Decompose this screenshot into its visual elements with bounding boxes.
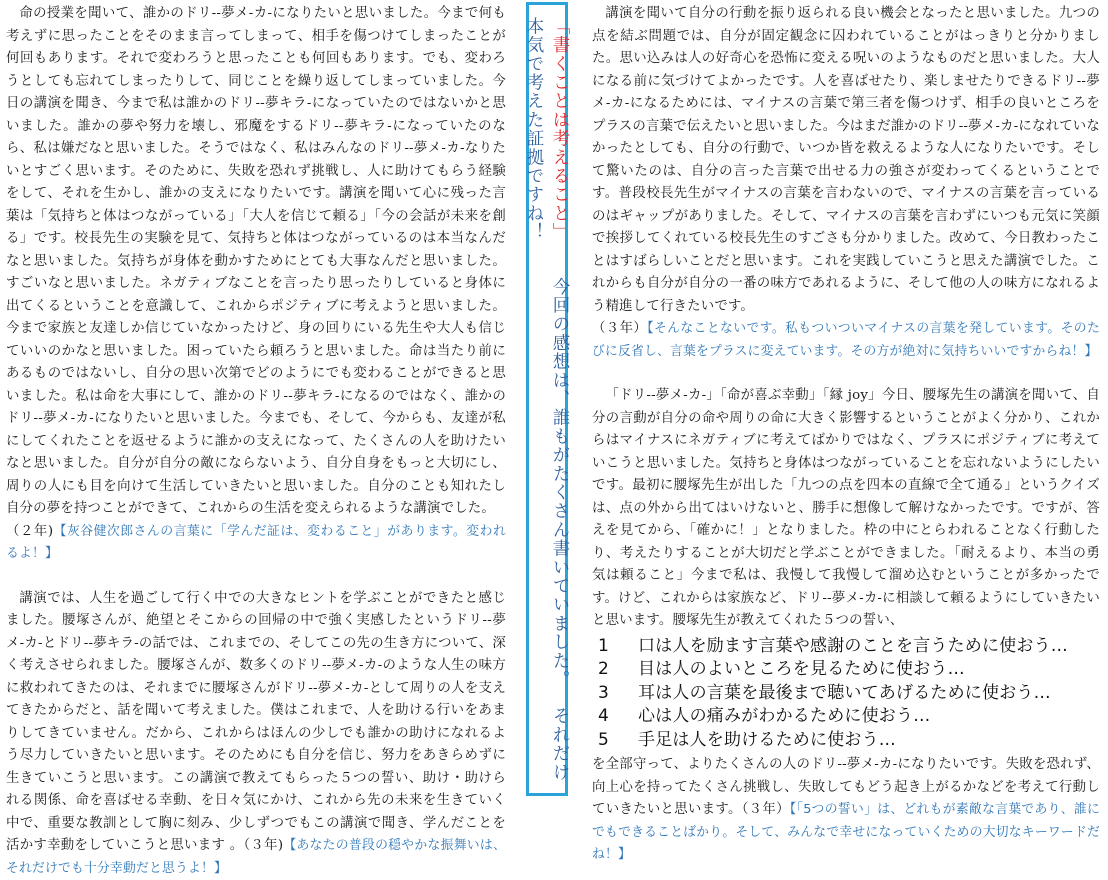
right-column <box>592 3 1100 867</box>
spacer <box>6 566 506 588</box>
essay-entry <box>6 588 506 880</box>
editorial-note-box <box>526 2 568 796</box>
teacher-comment: 【そんなことないです。私もついついマイナスの言葉を発しています。そのたびに反省し、言葉をプラスに変えています。その方が絶対に気持ちいいですからね！】 <box>592 321 1100 359</box>
spacer <box>592 363 1100 385</box>
essay-entry <box>592 3 1100 363</box>
essay-entry <box>592 385 1100 633</box>
editorial-note-vertical-text <box>521 5 573 793</box>
vow-item: 5 手足は人を助けるために使おう… <box>592 729 1100 753</box>
five-vows-list <box>592 635 1100 753</box>
essay-body: を全部守って、よりたくさんの人のドリ--夢メ-カ-になりたいです。失敗を恐れず、向上心を持ってたくさん挑戦し、失敗してもどう起き上がるかなどを考えて行動していきたいと思います。 <box>592 757 1100 817</box>
essay-body: 講演を聞いて自分の行動を振り返られる良い機会となったと思いました。九つの点を結ぶ問題では、自分が固定観念に囚われていることがはっきりと分かりました。思い込みは人の好奇心を恐怖に変える呪いのようなものだと思いました。大人になる前に気づけてよかったです。人を喜ばせたり、楽しませたりできるドリ--夢メ-カ-になるためには、マイナスの言葉で第三者を傷つけず、相手の良いところをプラスの言葉で伝えたいと思いました。今はまだ誰かのドリ--夢メ-カ-になれていなかったとしても、自分の行動で、いつか皆を救えるような人になりたいです。そして驚いたのは、自分の言った言葉で出せる力の強さが変わってくるということです。普段校長先生がマイナスの言葉を言わないので、マイナスの言葉を言っているのはギャップがありました。そして、マイナスの言葉を言わずにいつも元気に笑顔で挨拶してくれている校長先生のすごさも分かりました。改めて、今日教わったことはすばらしいことだと思います。これを実践していこうと思えた講演でした。これからも自分が自分の一番の味方であれるように、そして他の人の味方になれるよう精進して行きたいです。 <box>592 6 1100 314</box>
teacher-comment: 【あなたの普段の穏やかな振舞いは、それだけでも十分幸動だと思うよ！】 <box>6 838 506 876</box>
note-line-2: それだけ本気で考えた証拠ですね！ <box>524 17 570 782</box>
grade-label: （３年） <box>742 802 790 817</box>
grade-label: （３年) <box>243 838 283 853</box>
vow-item: 2 目は人のよいところを見るために使おう… <box>592 658 1100 682</box>
essay-entry <box>6 3 506 566</box>
essay-body: 命の授業を聞いて、誰かのドリ--夢メ-カ-になりたいと思いました。今まで何も考えずに思ったことをそのまま言ってしまって、相手を傷つけてしまったことが何回もあります。それで変わろうと思ったことも何回もあります。でも、変わろうとしても忘れてしまったりして、同じことを繰り返してしまっていました。今日の講演を聞き、今まで私は誰かのドリ--夢キラ-になっていたのではないかと思いました。誰かの夢や努力を壊し、邪魔をするドリ--夢キラ-になっていたのなら、私は嫌だなと思いました。そうではなく、私はみんなのドリ--夢メ-カ-なりたいとすごく思います。そのために、失敗を恐れず挑戦し、人に助けてもらう経験をして、それを生かし、誰かの支えになりたいです。講演を聞いて心に残った言葉は「気持ちと体はつながっている」「大人を信じて頼る」「今の会話が未来を創る」です。校長先生の実験を見て、気持ちと体はつながっているのは本当なんだなと思いました。気持ちが身体を動かすためにとても大事なんだと思いました。すごいなと思いました。ネガティブなことを言ったり思ったりしていると身体に出てくるということを意識して、これからポジティブに考えようと思いました。今まで家族と友達しか信じていなかったけど、身の回りにいる先生や大人も信じていいのかなと思いました。困っていたら頼ろうと思いました。命は当たり前にあるものではないし、自分の思い次第でどのようにでも変わることができると思いました。私は命を大事にして、誰かのドリ--夢キラ-になるのではなく、誰かのドリ--夢メ-カ-になりたいと思いました。今までも、そして、今からも、友達が私にしてくれたことを返せるように誰かの支えになって、たくさんの人を助けたいなと思いました。自分が自分の敵にならないよう、自分自身をもっと大切にし、周りの人にも目を向けて生活していきたいと思いました。自分のことも知れたし自分の夢を持つことができて、これからの生活を変えられるような講演でした。 <box>6 6 506 516</box>
vow-item: 1 口は人を励ます言葉や感謝のことを言うために使おう… <box>592 635 1100 659</box>
vow-item: 3 耳は人の言葉を最後まで聴いてあげるために使おう… <box>592 682 1100 706</box>
essay-body: 講演では、人生を過ごして行く中での大きなヒントを学ぶことができたと感じました。腰塚さんが、絶望とそこからの回帰の中で強く実感したというドリ--夢メ-カ-とドリ--夢キラ-の話では、これまでの、そしてこの先の生き方について、深く考えさせられました。腰塚さんが、数多くのドリ--夢メ-カ-のような人生の味方に救われてきたのは、それまでに腰塚さんがドリ--夢メ-カ-として周りの人を支えてきたからだと、話を聞いて考えました。僕はこれまで、人を助ける行いをあまりしてきていません。だから、これからはほんの少しでも誰かの助けになれるよう尽力していきたいと思います。そのためにも自分を信じ、努力をあきらめずに生きていこうと思います。この講演で教えてもらった５つの誓い、助け・助けられる関係、命を喜ばせる幸動、を日々気にかけ、これから先の未来を生きていく中で、重要な教訓として胸に刻み、少しずつでもこの講演で聞き、学んだことを活かす幸動をしていこうと思います 。 <box>6 591 506 854</box>
note-title: 「書くことは考えること」 <box>550 17 570 241</box>
vow-item: 4 心は人の痛みがわかるために使おう… <box>592 705 1100 729</box>
left-column <box>6 3 506 880</box>
essay-body: 「ドリ--夢メ-カ-」「命が喜ぶ幸動」「縁 joy」今日、腰塚先生の講演を聞いて、自分の言動が自分の命や周りの命に大きく影響するということがよく分かり、これからはマイナスにネガティブに考えてばかりではなく、プラスにポジティブに考えていこうと思いました。気持ちと身体はつながっていることを忘れないようにしたいです。最初に腰塚先生が出した「九つの点を四本の直線で全て通る」というクイズは、点の外から出てはいけないと、勝手に想像して解けなかったです。ですが、答えを見てから、「確かに！」となりました。枠の中にとらわれることなく行動したり、考えたりすることが大切だと学ぶことができました。「耐えるより、本当の勇気は頼ること」今まで私は、我慢して我慢して溜め込むということが多かったです。けど、これからは家族など、ドリ--夢メ-カ-に相談して頼るようにしていきたいと思います。腰塚先生が教えてくれた５つの誓い、 <box>592 388 1100 628</box>
grade-label: （３年） <box>592 321 647 336</box>
teacher-comment: 【灰谷健次郎さんの言葉に「学んだ証は、変わること」があります。変われるよ！】 <box>6 524 506 562</box>
teacher-comment: 【「5つの誓い」は、どれもが素敵な言葉であり、誰にでもできることばかり。そして、みんなで幸せになっていくための大切なキーワードだね！】 <box>592 802 1100 862</box>
note-line-1: 今回の感想は、誰もがたくさん書いていました。 <box>550 277 570 688</box>
essay-continuation <box>592 754 1100 867</box>
grade-label: （２年) <box>6 524 53 539</box>
